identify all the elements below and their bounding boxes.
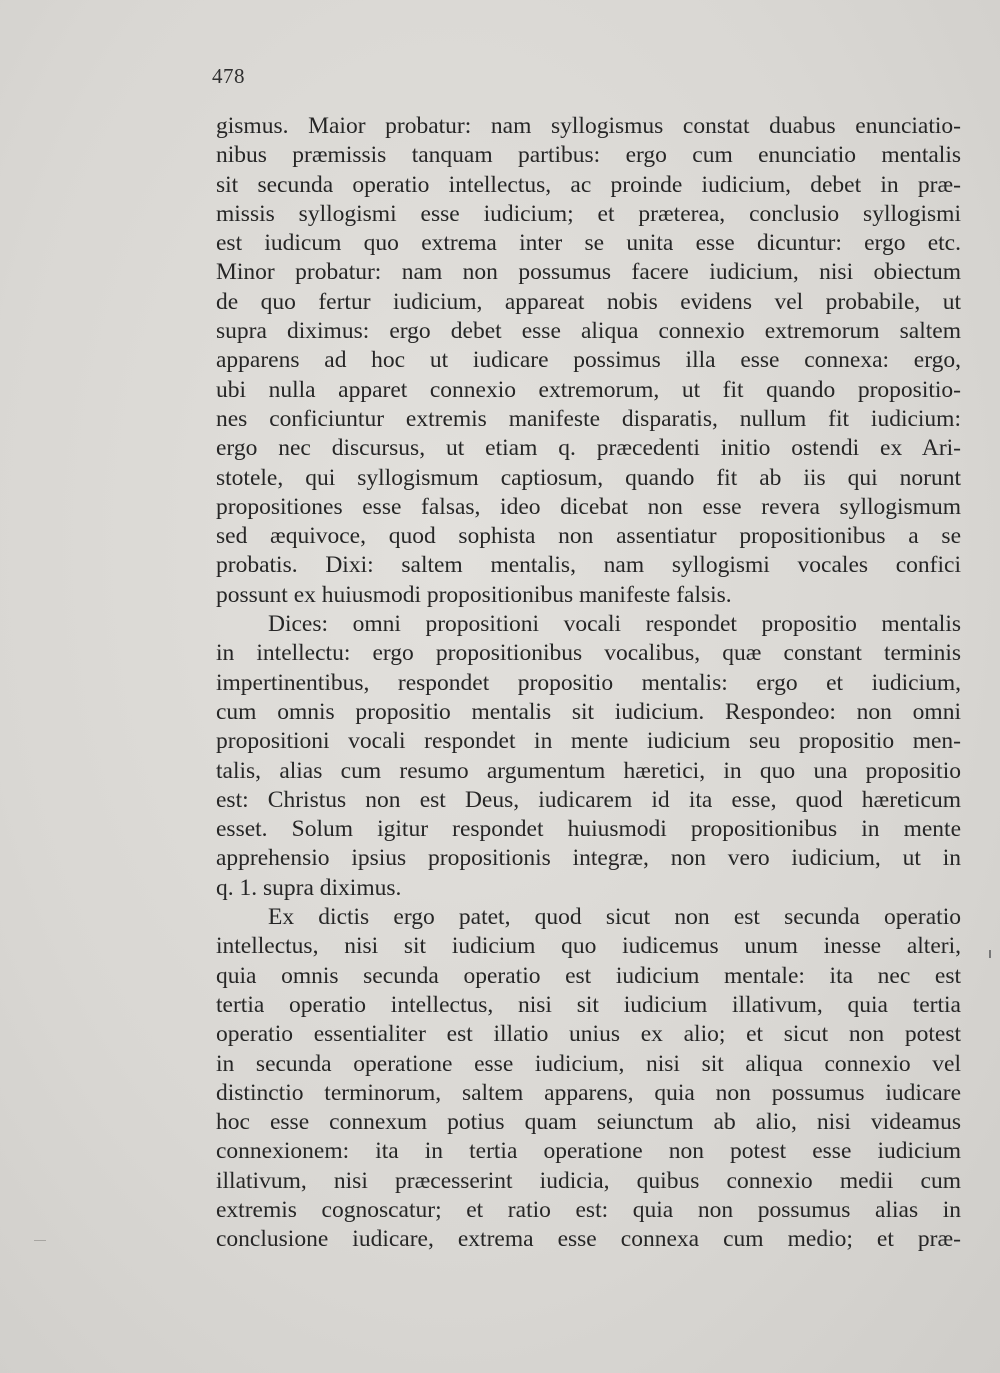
- text-line: esset. Solum igitur respondet huiusmodi propositionibus in mente: [216, 816, 961, 843]
- text-line: sed æquivoce, quod sophista non assentiatur propositionibus a se: [216, 523, 961, 550]
- text-line: in secunda operatione esse iudicium, nisi sit aliqua connexio vel: [216, 1050, 961, 1077]
- text-line: ubi nulla apparet connexio extremorum, ut fit quando propositio-: [216, 376, 961, 403]
- text-line: extremis cognoscatur; et ratio est: quia non possumus alias in: [216, 1196, 961, 1223]
- text-line: apparens ad hoc ut iudicare possimus illa esse connexa: ergo,: [216, 347, 961, 374]
- text-line: supra diximus: ergo debet esse aliqua connexio extremorum saltem: [216, 318, 961, 345]
- text-line: impertinentibus, respondet propositio mentalis: ergo et iudicium,: [216, 669, 961, 696]
- text-line: sit secunda operatio intellectus, ac proinde iudicium, debet in præ-: [216, 171, 961, 198]
- text-line: in intellectu: ergo propositionibus vocalibus, quæ constant terminis: [216, 640, 961, 667]
- text-line: est: Christus non est Deus, iudicarem id ita esse, quod hæreticum: [216, 786, 961, 813]
- text-line: ergo nec discursus, ut etiam q. præcedenti initio ostendi ex Ari-: [216, 435, 961, 462]
- body-text: [216, 112, 961, 1255]
- text-line: Minor probatur: nam non possumus facere iudicium, nisi obiectum: [216, 259, 961, 286]
- text-line: hoc esse connexum potius quam seiunctum ab alio, nisi videamus: [216, 1109, 961, 1136]
- text-line: nes conficiuntur extremis manifeste disparatis, nullum fit iudicium:: [216, 405, 961, 432]
- text-line: probatis. Dixi: saltem mentalis, nam syllogismi vocales confici: [216, 552, 961, 579]
- text-line: illativum, nisi præcesserint iudicia, quibus connexio medii cum: [216, 1167, 961, 1194]
- text-line: operatio essentialiter est illatio unius ex alio; et sicut non potest: [216, 1021, 961, 1048]
- text-line: tertia operatio intellectus, nisi sit iudicium illativum, quia tertia: [216, 991, 961, 1018]
- text-line: distinctio terminorum, saltem apparens, quia non possumus iudicare: [216, 1079, 961, 1106]
- text-line: talis, alias cum resumo argumentum hæretici, in quo una propositio: [216, 757, 961, 784]
- text-line: est iudicum quo extrema inter se unita esse dicuntur: ergo etc.: [216, 230, 961, 257]
- text-line: possunt ex huiusmodi propositionibus manifeste falsis.: [216, 581, 732, 608]
- text-line: cum omnis propositio mentalis sit iudicium. Respondeo: non omni: [216, 698, 961, 725]
- text-line: missis syllogismi esse iudicium; et præterea, conclusio syllogismi: [216, 200, 961, 227]
- margin-tick-mark: [989, 950, 991, 958]
- text-line: gismus. Maior probatur: nam syllogismus constat duabus enunciatio-: [216, 113, 961, 139]
- text-line: connexionem: ita in tertia operatione non potest esse iudicium: [216, 1138, 961, 1165]
- text-line: intellectus, nisi sit iudicium quo iudicemus unum inesse alteri,: [216, 933, 961, 960]
- text-line: propositioni vocali respondet in mente iudicium seu propositio men-: [216, 728, 961, 755]
- text-line: nibus præmissis tanquam partibus: ergo cum enunciatio mentalis: [216, 142, 961, 169]
- text-line: propositiones esse falsas, ideo dicebat non esse revera syllogismum: [216, 493, 961, 520]
- text-line: stotele, qui syllogismum captiosum, quando fit ab iis qui norunt: [216, 464, 961, 491]
- text-line: de quo fertur iudicium, appareat nobis evidens vel probabile, ut: [216, 288, 961, 315]
- text-line: Dices: omni propositioni vocali respondet propositio mentalis: [268, 611, 961, 638]
- page-number: 478: [212, 64, 245, 88]
- text-line: conclusione iudicare, extrema esse connexa cum medio; et præ-: [216, 1226, 961, 1253]
- page-edge-mark: [34, 1240, 46, 1241]
- text-line: Ex dictis ergo patet, quod sicut non est secunda operatio: [268, 904, 961, 931]
- text-line: quia omnis secunda operatio est iudicium mentale: ita nec est: [216, 962, 961, 989]
- text-line: q. 1. supra diximus.: [216, 874, 402, 901]
- text-line: apprehensio ipsius propositionis integræ, non vero iudicium, ut in: [216, 845, 961, 872]
